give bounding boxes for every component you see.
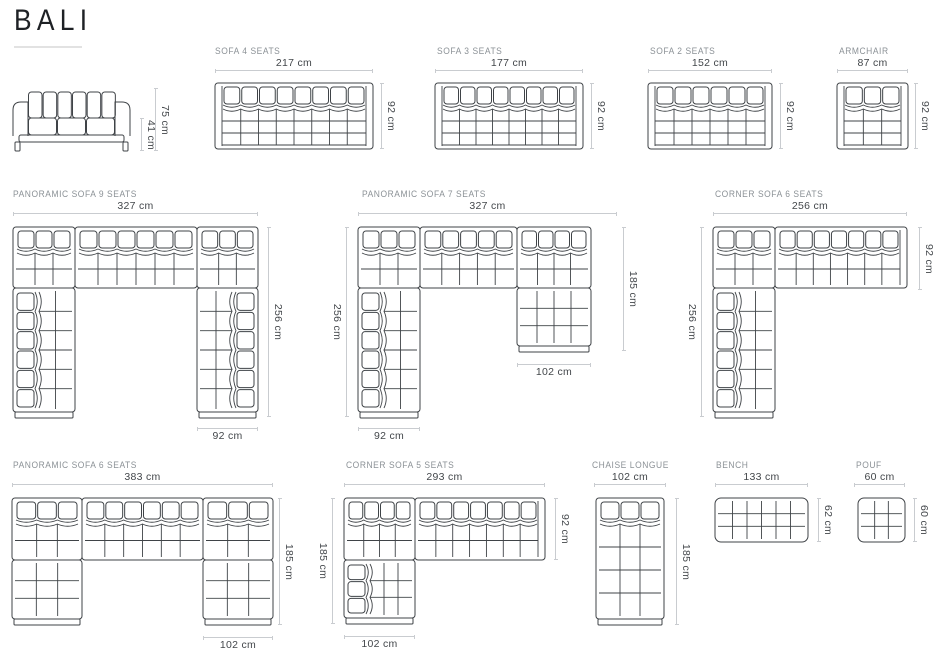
drawing-corner-sofa-6-seats [713, 227, 907, 418]
diagram-label-sofa-3-seats: SOFA 3 SEATS [437, 46, 503, 56]
drawing-panoramic-sofa-7-seats [358, 227, 591, 418]
dim-leg-width-corner-5: 102 cm [344, 636, 415, 650]
drawing-panoramic-sofa-6-seats [12, 498, 273, 625]
dim-depth-armchair: 92 cm [915, 83, 931, 149]
diagram-label-panoramic-6: PANORAMIC SOFA 6 SEATS [13, 460, 137, 470]
dim-front-height: 75 cm [155, 88, 171, 151]
drawing-sofa-4-seats [215, 83, 373, 149]
dim-left-depth-corner-5: 185 cm [317, 498, 333, 624]
diagram-label-bench: BENCH [716, 460, 749, 470]
drawing-chaise-longue [596, 498, 664, 625]
drawing-pouf [858, 498, 905, 542]
dim-depth-panoramic-9: 256 cm [268, 227, 284, 417]
dim-width-chaise-longue: 102 cm [594, 471, 666, 485]
dim-width-panoramic-7: 327 cm [358, 200, 617, 214]
diagram-label-chaise-longue: CHAISE LONGUE [592, 460, 669, 470]
diagram-label-corner-6: CORNER SOFA 6 SEATS [715, 189, 824, 199]
diagram-label-corner-5: CORNER SOFA 5 SEATS [346, 460, 455, 470]
diagram-label-pouf: POUF [856, 460, 882, 470]
dim-depth-sofa-4-seats: 92 cm [381, 83, 397, 149]
diagram-label-panoramic-7: PANORAMIC SOFA 7 SEATS [362, 189, 486, 199]
dim-width-corner-5: 293 cm [344, 471, 545, 485]
dim-width-sofa-2-seats: 152 cm [648, 57, 772, 71]
drawing-armchair [837, 83, 908, 149]
dim-width-corner-6: 256 cm [713, 200, 907, 214]
collection-title: BALI [14, 4, 93, 37]
dim-chaise-width-panoramic-7: 102 cm [517, 364, 591, 378]
dim-width-bench: 133 cm [715, 471, 808, 485]
dim-leg-width-panoramic-9: 92 cm [197, 428, 258, 442]
diagram-label-sofa-2-seats: SOFA 2 SEATS [650, 46, 716, 56]
dim-depth-pouf: 60 cm [914, 498, 930, 542]
dim-depth-sofa-3-seats: 92 cm [591, 83, 607, 149]
drawing-sofa-2-seats [648, 83, 772, 149]
drawing-panoramic-sofa-9-seats [13, 227, 258, 418]
dim-depth-corner-5: 92 cm [555, 498, 571, 560]
drawing-sofa-3-seats [435, 83, 583, 149]
dim-leg-width-panoramic-7: 92 cm [358, 428, 420, 442]
title-underline [14, 46, 82, 48]
dim-right-depth-panoramic-7: 185 cm [623, 227, 639, 351]
dim-width-pouf: 60 cm [854, 471, 905, 485]
dim-left-depth-panoramic-7: 256 cm [331, 227, 347, 417]
diagram-label-sofa-4-seats: SOFA 4 SEATS [215, 46, 281, 56]
dim-leg-width-panoramic-6: 102 cm [203, 637, 273, 650]
drawing-bench [715, 498, 808, 542]
dim-width-panoramic-9: 327 cm [13, 200, 258, 214]
drawing-corner-sofa-5-seats [344, 498, 545, 624]
dim-width-sofa-3-seats: 177 cm [435, 57, 583, 71]
dim-left-depth-corner-6: 256 cm [686, 227, 702, 417]
dim-width-panoramic-6: 383 cm [12, 471, 273, 485]
dim-depth-corner-6: 92 cm [919, 227, 935, 290]
dim-front-seat-height: 41 cm [141, 118, 157, 151]
dim-width-sofa-4-seats: 217 cm [215, 57, 373, 71]
dim-depth-panoramic-6: 185 cm [279, 498, 295, 625]
dim-depth-sofa-2-seats: 92 cm [780, 83, 796, 149]
dim-depth-chaise-longue: 185 cm [676, 498, 692, 625]
diagram-label-panoramic-9: PANORAMIC SOFA 9 SEATS [13, 189, 137, 199]
diagram-label-armchair: ARMCHAIR [839, 46, 889, 56]
dim-depth-bench: 62 cm [818, 498, 834, 542]
drawing-front-view [13, 92, 130, 151]
dim-width-armchair: 87 cm [837, 57, 908, 71]
